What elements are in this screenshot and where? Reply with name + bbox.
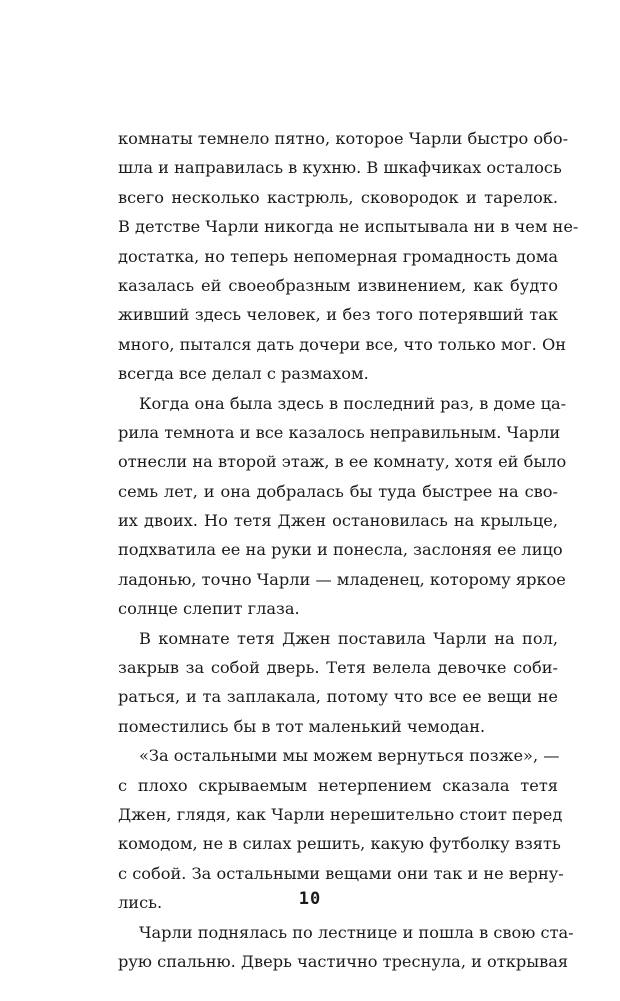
text-line: лись. bbox=[118, 893, 163, 913]
text-line: поместились бы в тот маленький чемодан. bbox=[118, 716, 486, 736]
text-line: Когда она была здесь в последний раз, в доме ца- bbox=[139, 393, 567, 413]
text-line: закрыв за собой дверь. Тетя велела девочке соби- bbox=[118, 658, 558, 678]
text-line: казалась ей своеобразным извинением, как будто bbox=[118, 275, 558, 295]
text-line: комодом, не в силах решить, какую футболку взять bbox=[118, 834, 561, 854]
text-line: солнце слепит глаза. bbox=[118, 599, 300, 619]
text-line: В комнате тетя Джен поставила Чарли на пол, bbox=[139, 628, 558, 648]
text-line: «За остальными мы можем вернуться позже», — bbox=[139, 746, 560, 766]
text-line: ладонью, точно Чарли — младенец, которому яркое bbox=[118, 569, 566, 589]
text-line: много, пытался дать дочери все, что только мог. Он bbox=[118, 334, 567, 354]
body-text bbox=[118, 124, 579, 976]
text-line: всегда все делал с размахом. bbox=[118, 364, 369, 384]
text-line: Чарли поднялась по лестнице и пошла в свою ста- bbox=[139, 922, 574, 942]
text-line: достатка, но теперь непомерная громадность дома bbox=[118, 246, 558, 266]
text-line: отнесли на второй этаж, в ее комнату, хотя ей было bbox=[118, 452, 567, 472]
text-line: с собой. За остальными вещами они так и не верну- bbox=[118, 863, 564, 883]
text-line: комнаты темнело пятно, которое Чарли быстро обо- bbox=[118, 129, 569, 148]
page-number: 10 bbox=[298, 889, 322, 909]
text-line: шла и направилась в кухню. В шкафчиках осталось bbox=[118, 158, 562, 178]
text-line: с плохо скрываемым нетерпением сказала тетя bbox=[118, 775, 558, 795]
text-line: рую спальню. Дверь частично треснула, и открывая bbox=[118, 951, 569, 971]
text-line: раться, и та заплакала, потому что все ее вещи не bbox=[118, 687, 558, 707]
text-line: всего несколько кастрюль, сковородок и тарелок. bbox=[118, 187, 558, 207]
text-line: Джен, глядя, как Чарли нерешительно стоит перед bbox=[118, 804, 563, 824]
text-line: В детстве Чарли никогда не испытывала ни в чем не- bbox=[118, 217, 579, 237]
text-line: их двоих. Но тетя Джен остановилась на крыльце, bbox=[118, 511, 558, 531]
text-line: живший здесь человек, и без того потерявший так bbox=[118, 305, 558, 325]
text-line: подхватила ее на руки и понесла, заслоняя ее лицо bbox=[118, 540, 563, 560]
text-line: семь лет, и она добралась бы туда быстрее на сво- bbox=[118, 481, 558, 501]
text-line: рила темнота и все казалось неправильным. Чарли bbox=[118, 422, 561, 442]
